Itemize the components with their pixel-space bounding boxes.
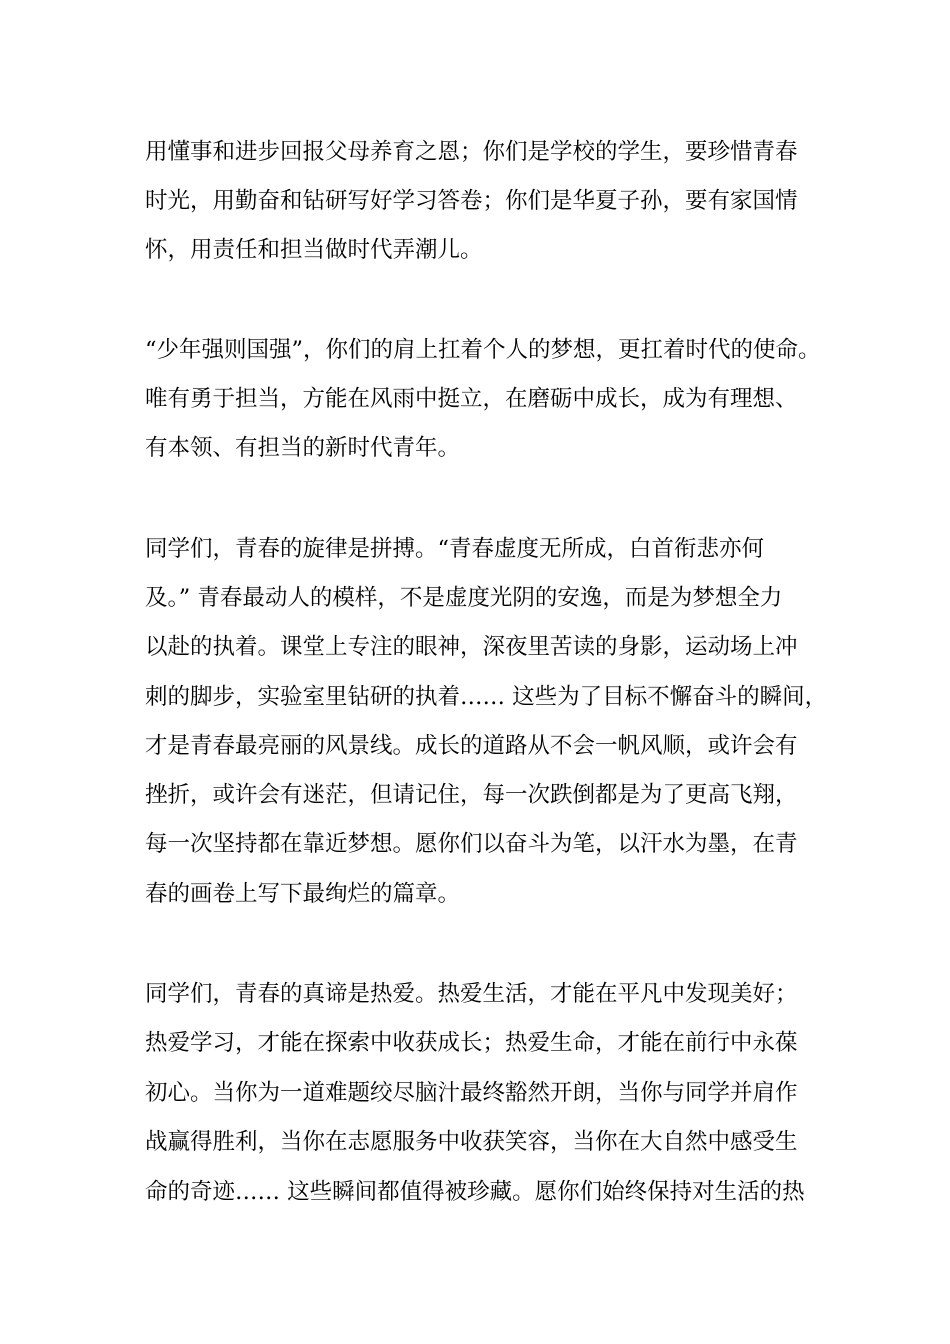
paragraph-3-line-8: 春的画卷上写下最绚烂的篇章。 xyxy=(145,881,461,907)
paragraph-2-line-2: 唯有勇于担当，方能在风雨中挺立，在磨砺中成长，成为有理想、 xyxy=(145,386,798,412)
paragraph-1-line-2: 时光，用勤奋和钻研写好学习答卷；你们是华夏子孙，要有家国情 xyxy=(145,188,798,214)
paragraph-4-line-5: 命的奇迹…… 这些瞬间都值得被珍藏。愿你们始终保持对生活的热 xyxy=(145,1179,805,1205)
paragraph-1-line-1: 用懂事和进步回报父母养育之恩；你们是学校的学生，要珍惜青春 xyxy=(145,139,798,165)
paragraph-3-line-2: 及。” 青春最动人的模样，不是虚度光阴的安逸，而是为梦想全力 xyxy=(145,585,783,611)
paragraph-3-line-3: 以赴的执着。课堂上专注的眼神，深夜里苦读的身影，运动场上冲 xyxy=(145,634,798,660)
paragraph-4-line-2: 热爱学习，才能在探索中收获成长；热爱生命，才能在前行中永葆 xyxy=(145,1030,798,1056)
paragraph-3-line-5: 才是青春最亮丽的风景线。成长的道路从不会一帆风顺，或许会有 xyxy=(145,733,798,759)
paragraph-3-line-4: 刺的脚步，实验室里钻研的执着…… 这些为了目标不懈奋斗的瞬间， xyxy=(145,684,828,710)
paragraph-4-line-1: 同学们，青春的真谛是热爱。热爱生活，才能在平凡中发现美好； xyxy=(145,981,798,1007)
paragraph-2-line-3: 有本领、有担当的新时代青年。 xyxy=(145,435,461,461)
paragraph-1-line-3: 怀，用责任和担当做时代弄潮儿。 xyxy=(145,237,483,263)
paragraph-4-line-3: 初心。当你为一道难题绞尽脑汁最终豁然开朗，当你与同学并肩作 xyxy=(145,1080,798,1106)
paragraph-3-line-7: 每一次坚持都在靠近梦想。愿你们以奋斗为笔，以汗水为墨，在青 xyxy=(145,831,798,857)
paragraph-3-line-1: 同学们，青春的旋律是拼搏。“青春虚度无所成，白首衔悲亦何 xyxy=(145,536,765,562)
paragraph-3-line-6: 挫折，或许会有迷茫，但请记住，每一次跌倒都是为了更高飞翔， xyxy=(145,782,798,808)
paragraph-4-line-4: 战赢得胜利，当你在志愿服务中收获笑容，当你在大自然中感受生 xyxy=(145,1129,798,1155)
paragraph-2-line-1: “少年强则国强”，你们的肩上扛着个人的梦想，更扛着时代的使命。 xyxy=(145,337,821,363)
